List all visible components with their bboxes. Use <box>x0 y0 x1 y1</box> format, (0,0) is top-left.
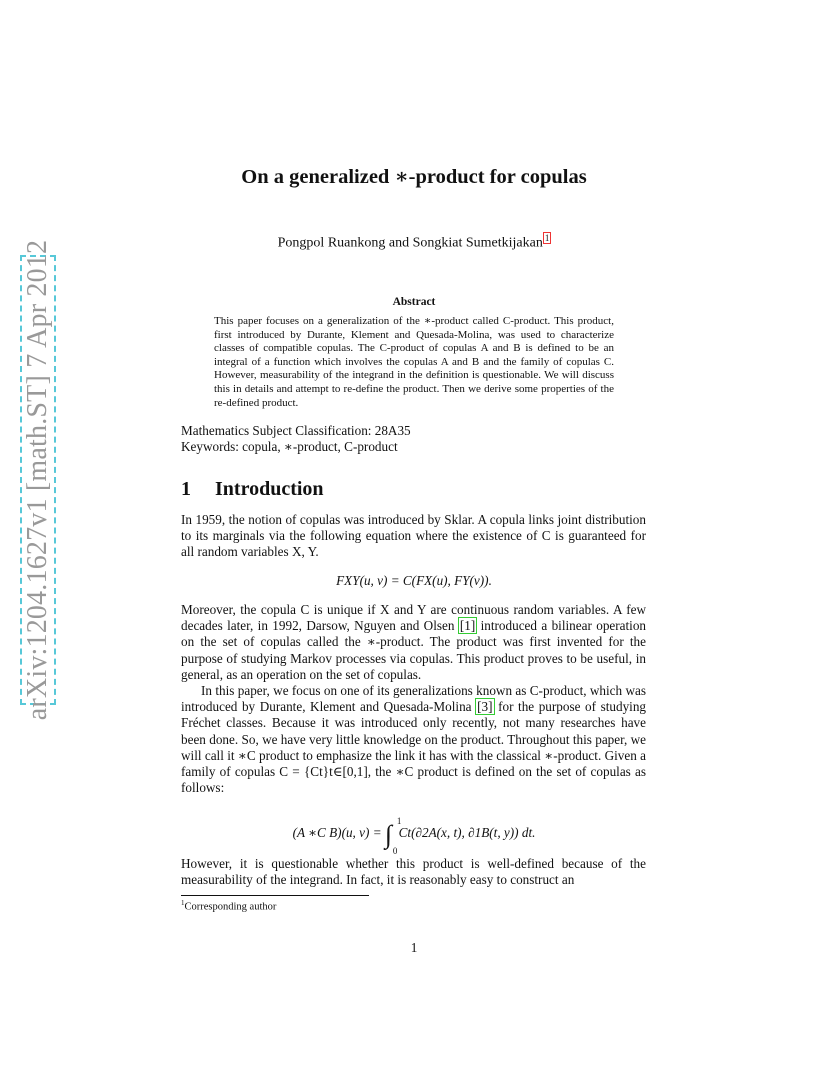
integral-lower-limit: 0 <box>392 846 398 856</box>
citation-link-1[interactable]: [1] <box>459 618 476 634</box>
equation-lhs: (A ∗C B)(u, v) = <box>292 825 382 840</box>
paragraph-3 <box>181 683 646 796</box>
msc-line: Mathematics Subject Classification: 28A35 <box>181 423 411 438</box>
paragraph-3-text-b: for the purpose of studying Fréchet classes. Because it was introduced only recently, not many researches have been done. So, we have very little knowledge on the product. Throughout this paper, we will call it ∗C product to emphasize the link it has with the classical ∗-product. Given a family of copulas C = {Ct}t∈[0,1], the ∗C product is defined on the set of copulas as follows: <box>181 699 647 796</box>
paragraph-1: In 1959, the notion of copulas was introduced by Sklar. A copula links joint distribution to its marginals via the following equation where the existence of C is guaranteed for all random variables X, Y. <box>181 512 646 560</box>
paragraph-2-text-a: Moreover, the copula C is unique if X and Y are continuous random variables. A few decades later, in 1992, Darsow, Nguyen and Olsen <box>181 602 646 634</box>
equation-c-product <box>0 816 828 856</box>
page-number: 1 <box>410 940 418 955</box>
keywords-line: Keywords: copula, ∗-product, C-product <box>181 439 398 454</box>
integral-upper-limit: 1 <box>396 816 402 826</box>
abstract-heading: Abstract <box>392 296 436 308</box>
paper-title: On a generalized ∗-product for copulas <box>241 166 587 188</box>
author-names: Pongpol Ruankong and Songkiat Sumetkijakan <box>277 235 543 251</box>
footnote <box>181 899 276 913</box>
metadata <box>181 423 411 455</box>
footnote-rule <box>181 895 369 896</box>
paragraph-3-text-a: In this paper, we focus on one of its generalizations known as C-product, which was introduced by Durante, Klement and Quesada-Molina <box>181 683 646 715</box>
section-number: 1 <box>181 478 191 500</box>
integral-sign: ∫ 1 0 <box>384 816 402 856</box>
equation-rhs: Ct(∂2A(x, t), ∂1B(t, y)) dt. <box>398 825 536 840</box>
footnote-text: Corresponding author <box>184 901 277 913</box>
paragraph-2-text-b: introduced a bilinear operation on the set of copulas called the ∗-product. The product was first invented for the purpose of studying Markov processes via copulas. This product proves to be useful, in general, as an operation on the set of copulas. <box>181 618 647 682</box>
paragraph-4: However, it is questionable whether this product is well-defined because of the measurability of the integrand. In fact, it is reasonably easy to construct an <box>181 856 646 888</box>
footnote-mark: 1 <box>181 899 185 907</box>
citation-link-3[interactable]: [3] <box>477 699 493 715</box>
arxiv-identifier: arXiv:1204.1627v1 [math.ST] 7 Apr 2012 <box>22 239 53 721</box>
footnote-link[interactable]: 1 <box>544 233 550 243</box>
section-heading <box>181 478 324 501</box>
section-title: Introduction <box>215 478 324 500</box>
paragraph-2 <box>181 602 646 796</box>
abstract-text: This paper focuses on a generalization of the ∗-product called C-product. This product, first introduced by Durante, Klement and Quesada-Molina, was used to characterize classes of compatible copulas. The C-product of copulas A and B is defined to be an integral of a function which involves the copulas A and B and the family of copulas C. However, measurability of the integrand in the definition is questionable. We will discuss this in details and attempt to re-define the product. Then we derive some properties of the re-defined product. <box>214 315 614 409</box>
authors <box>0 233 828 252</box>
equation-sklar: FXY(u, v) = C(FX(u), FY(v)). <box>336 573 492 588</box>
